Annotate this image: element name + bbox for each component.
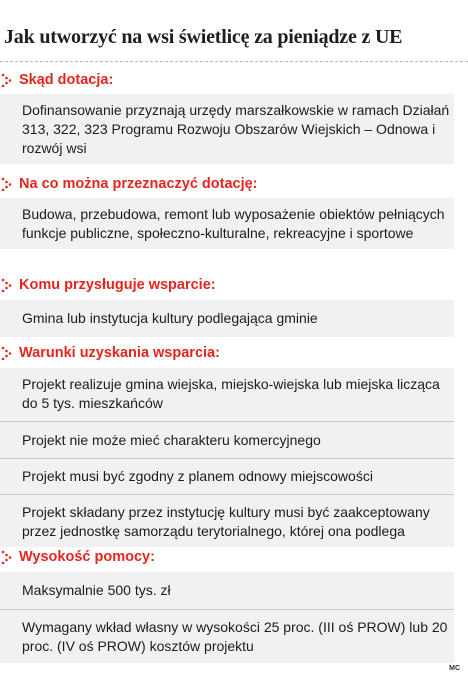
section-body-amount bbox=[0, 572, 454, 663]
section-heading-source bbox=[0, 72, 468, 88]
list-item: Projekt realizuje gmina wiejska, miejsko-wiejska lub miejska licząca do 5 tys. mieszkańców bbox=[0, 368, 454, 422]
section-heading-label: Skąd dotacja: bbox=[19, 72, 114, 88]
list-item: Projekt nie może mieć charakteru komercyjnego bbox=[0, 422, 454, 459]
section-body-purpose bbox=[0, 198, 454, 249]
dotted-arrow-icon bbox=[1, 550, 13, 564]
dotted-arrow-icon bbox=[1, 73, 13, 87]
section-body-source bbox=[0, 94, 454, 164]
list-item: Projekt składany przez instytucję kultury musi być zaakceptowany przez jednostkę samorządu terytorialnego, której ona podlega bbox=[22, 504, 430, 539]
list-item: Maksymalnie 500 tys. zł bbox=[0, 572, 454, 610]
section-heading-label: Warunki uzyskania wsparcia: bbox=[19, 345, 220, 361]
list-item: Projekt musi być zgodny z planem odnowy miejscowości bbox=[0, 459, 454, 495]
list-item: Wymagany wkład własny w wysokości 25 proc. (III oś PROW) lub 20 proc. (IV oś PROW) kosztów projektu bbox=[22, 619, 448, 654]
infographic-title: Jak utworzyć na wsi świetlicę za pieniądze z UE bbox=[4, 26, 403, 48]
section-heading-label: Na co można przeznaczyć dotację: bbox=[19, 176, 258, 192]
section-heading-purpose bbox=[0, 176, 468, 192]
section-heading-label: Wysokość pomocy: bbox=[19, 549, 155, 565]
section-heading-amount bbox=[0, 549, 468, 565]
section-body-conditions bbox=[0, 368, 454, 547]
title-divider bbox=[0, 61, 468, 62]
dotted-arrow-icon bbox=[1, 278, 13, 292]
credit-label: MC bbox=[449, 665, 460, 672]
list-item: Dofinansowanie przyznają urzędy marszałkowskie w ramach Działań 313, 322, 323 Programu Rozwoju Obszarów Wiejskich – Odnowa i rozwój wsi bbox=[22, 102, 450, 156]
list-item: Budowa, przebudowa, remont lub wyposażenie obiektów pełniących funkcje publiczne, społeczno-kulturalne, rekreacyjne i sportowe bbox=[22, 206, 445, 241]
section-heading-eligibility bbox=[0, 277, 468, 293]
section-body-eligibility bbox=[0, 300, 454, 337]
section-heading-label: Komu przysługuje wsparcie: bbox=[19, 277, 216, 293]
dotted-arrow-icon bbox=[1, 346, 13, 360]
list-item: Gmina lub instytucja kultury podlegająca gminie bbox=[22, 310, 318, 326]
dotted-arrow-icon bbox=[1, 177, 13, 191]
section-heading-conditions bbox=[0, 345, 468, 361]
